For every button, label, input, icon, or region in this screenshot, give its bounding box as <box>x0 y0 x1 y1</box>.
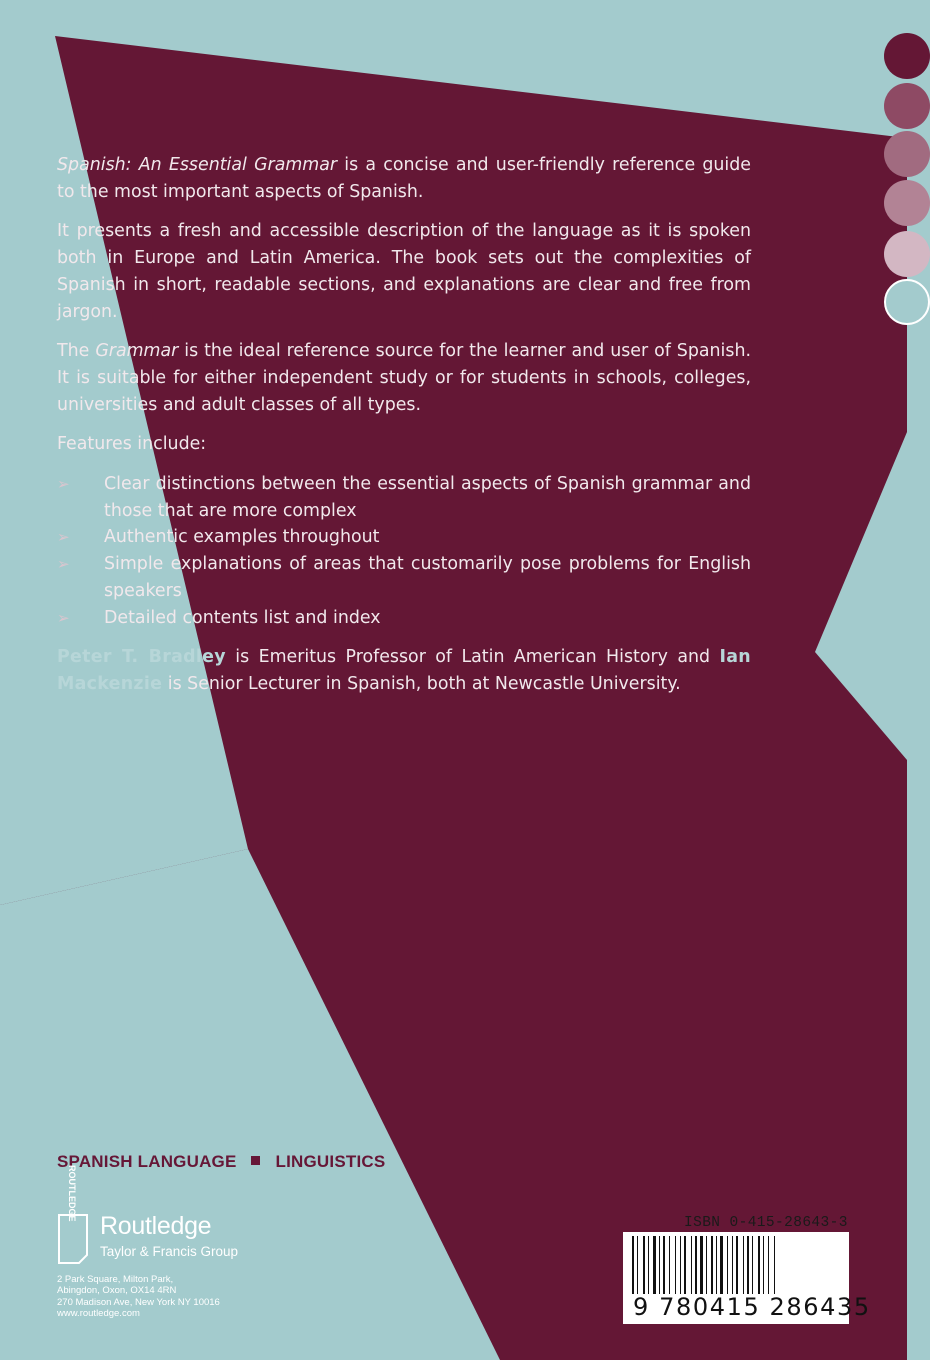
publisher-name: Routledge <box>100 1212 212 1240</box>
feature-item: ➢ Clear distinctions between the essential aspects of Spanish grammar and those that are more complex <box>57 471 751 524</box>
address-line: Abingdon, Oxon, OX14 4RN <box>57 1285 177 1297</box>
feature-item: ➢ Detailed contents list and index <box>57 605 751 632</box>
features-list <box>57 471 751 631</box>
decor-dot-4 <box>884 180 930 226</box>
barcode-bar <box>663 1236 665 1294</box>
barcode-bar <box>752 1236 753 1294</box>
blurb <box>57 152 751 711</box>
barcode-bar <box>632 1236 634 1294</box>
barcode-bar <box>659 1236 660 1294</box>
arrowhead-icon: ➢ <box>57 475 70 494</box>
barcode-bar <box>684 1236 686 1294</box>
logo-vertical-text: ROUTLEDGE <box>67 1165 77 1222</box>
decor-dot-1 <box>884 33 930 79</box>
barcode <box>623 1232 871 1324</box>
subject-categories <box>57 1152 385 1172</box>
barcode-bar <box>768 1236 769 1294</box>
book-title: Spanish: An Essential Grammar <box>57 155 338 175</box>
barcode-bar <box>695 1236 697 1294</box>
barcode-number: 9 780415 286435 <box>633 1293 871 1321</box>
barcode-bar <box>727 1236 728 1294</box>
subject-label: LINGUISTICS <box>275 1152 386 1171</box>
barcode-bar <box>774 1236 775 1294</box>
barcode-bar <box>716 1236 717 1294</box>
barcode-bar <box>675 1236 676 1294</box>
subject-label: SPANISH LANGUAGE <box>57 1152 237 1171</box>
publisher-address <box>57 1274 220 1319</box>
features-heading: Features include: <box>57 434 207 455</box>
barcode-bar <box>711 1236 713 1294</box>
address-line: 270 Madison Ave, New York NY 10016 <box>57 1296 220 1308</box>
arrowhead-icon: ➢ <box>57 608 70 627</box>
barcode-bar <box>747 1236 749 1294</box>
barcode-bar <box>720 1236 723 1294</box>
author-name: Ian Mackenzie <box>57 647 751 694</box>
arrowhead-icon: ➢ <box>57 528 70 547</box>
author-bio: Peter T. Bradley is Emeritus Professor of Latin American History and Ian Mackenzie is Senior Lecturer in Spanish, both at Newcastle University. <box>57 647 751 694</box>
barcode-bar <box>691 1236 692 1294</box>
decor-dot-3 <box>884 131 930 177</box>
isbn-label: ISBN 0-415-28643-3 <box>684 1215 848 1231</box>
website[interactable]: www.routledge.com <box>57 1307 140 1319</box>
barcode-bar <box>669 1236 670 1294</box>
barcode-bar <box>680 1236 681 1294</box>
barcode-bar <box>643 1236 645 1294</box>
barcode-bar <box>743 1236 744 1294</box>
barcode-bar <box>637 1236 638 1294</box>
barcode-bar <box>758 1236 760 1294</box>
feature-item: ➢ Simple explanations of areas that customarily pose problems for English speakers <box>57 551 751 604</box>
barcode-bar <box>763 1236 764 1294</box>
intro-paragraph: Spanish: An Essential Grammar is a concise and user-friendly reference guide to the most important aspects of Spanish. <box>57 155 751 202</box>
arrowhead-icon: ➢ <box>57 555 70 574</box>
decor-dot-5 <box>884 231 930 277</box>
feature-item: ➢ Authentic examples throughout <box>57 524 751 551</box>
barcode-bar <box>700 1236 703 1294</box>
decor-dot-2 <box>884 83 930 129</box>
publisher-group: Taylor & Francis Group <box>100 1244 239 1259</box>
audience-paragraph: The Grammar is the ideal reference source for the learner and user of Spanish. It is suitable for either independent study or for students in schools, colleges, universities and adult classes of all types. <box>57 341 751 415</box>
barcode-bar <box>653 1236 656 1294</box>
square-separator-icon <box>251 1156 260 1165</box>
decor-dot-6 <box>884 279 930 325</box>
barcode-bar <box>732 1236 733 1294</box>
author-name: Peter T. Bradley <box>57 647 226 668</box>
barcode-bar <box>648 1236 649 1294</box>
address-line: 2 Park Square, Milton Park, <box>57 1274 174 1285</box>
barcode-bar <box>706 1236 707 1294</box>
description-paragraph: It presents a fresh and accessible description of the language as it is spoken both in Europe and Latin America. The book sets out the complexities of Spanish in short, readable sections, and explanations are clear and free from jargon. <box>57 221 751 322</box>
barcode-bar <box>736 1236 738 1294</box>
